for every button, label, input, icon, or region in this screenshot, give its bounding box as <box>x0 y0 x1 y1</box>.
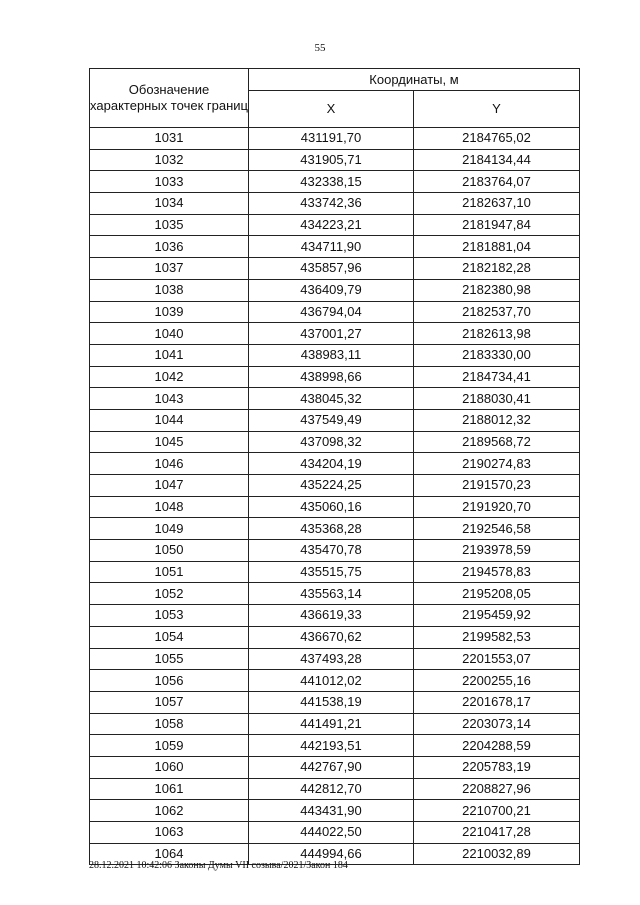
table-row <box>90 344 580 366</box>
table-row <box>90 149 580 171</box>
point-id-cell: 1043 <box>90 388 249 410</box>
coordinates-column-header: Координаты, м <box>249 69 580 91</box>
x-coordinate-cell: 431905,71 <box>249 149 414 171</box>
table-row <box>90 691 580 713</box>
x-coordinate-cell: 438998,66 <box>249 366 414 388</box>
table-row <box>90 236 580 258</box>
x-coordinate-cell: 435060,16 <box>249 496 414 518</box>
point-id-cell: 1057 <box>90 691 249 713</box>
point-id-cell: 1035 <box>90 214 249 236</box>
y-coordinate-cell: 2205783,19 <box>414 756 580 778</box>
table-row <box>90 475 580 497</box>
point-id-cell: 1036 <box>90 236 249 258</box>
point-id-cell: 1063 <box>90 822 249 844</box>
point-id-cell: 1034 <box>90 193 249 215</box>
point-id-cell: 1038 <box>90 279 249 301</box>
table-row <box>90 713 580 735</box>
point-id-cell: 1046 <box>90 453 249 475</box>
point-id-cell: 1044 <box>90 409 249 431</box>
table-row <box>90 735 580 757</box>
table-row <box>90 431 580 453</box>
x-coordinate-cell: 438045,32 <box>249 388 414 410</box>
x-coordinate-cell: 431191,70 <box>249 128 414 150</box>
point-id-cell: 1042 <box>90 366 249 388</box>
table-row <box>90 323 580 345</box>
x-coordinate-cell: 433742,36 <box>249 193 414 215</box>
x-coordinate-cell: 435368,28 <box>249 518 414 540</box>
table-row <box>90 756 580 778</box>
table-row <box>90 171 580 193</box>
x-coordinate-cell: 438983,11 <box>249 344 414 366</box>
point-id-cell: 1049 <box>90 518 249 540</box>
y-coordinate-cell: 2182182,28 <box>414 258 580 280</box>
y-coordinate-cell: 2191570,23 <box>414 475 580 497</box>
point-id-cell: 1039 <box>90 301 249 323</box>
y-coordinate-cell: 2201553,07 <box>414 648 580 670</box>
y-coordinate-cell: 2184134,44 <box>414 149 580 171</box>
x-coordinate-cell: 437493,28 <box>249 648 414 670</box>
y-coordinate-cell: 2183330,00 <box>414 344 580 366</box>
y-coordinate-cell: 2192546,58 <box>414 518 580 540</box>
x-coordinate-cell: 442812,70 <box>249 778 414 800</box>
y-coordinate-cell: 2193978,59 <box>414 540 580 562</box>
y-coordinate-cell: 2182380,98 <box>414 279 580 301</box>
point-id-cell: 1047 <box>90 475 249 497</box>
x-coordinate-cell: 434204,19 <box>249 453 414 475</box>
y-coordinate-cell: 2181881,04 <box>414 236 580 258</box>
table-row <box>90 626 580 648</box>
point-id-cell: 1041 <box>90 344 249 366</box>
x-coordinate-cell: 437098,32 <box>249 431 414 453</box>
point-id-cell: 1064 <box>90 843 249 865</box>
y-column-header: Y <box>414 91 580 128</box>
table-row <box>90 605 580 627</box>
y-coordinate-cell: 2195208,05 <box>414 583 580 605</box>
point-id-cell: 1055 <box>90 648 249 670</box>
x-coordinate-cell: 436670,62 <box>249 626 414 648</box>
y-coordinate-cell: 2199582,53 <box>414 626 580 648</box>
y-coordinate-cell: 2189568,72 <box>414 431 580 453</box>
point-id-cell: 1052 <box>90 583 249 605</box>
x-coordinate-cell: 435224,25 <box>249 475 414 497</box>
y-coordinate-cell: 2195459,92 <box>414 605 580 627</box>
x-coordinate-cell: 437549,49 <box>249 409 414 431</box>
x-coordinate-cell: 434223,21 <box>249 214 414 236</box>
point-id-cell: 1032 <box>90 149 249 171</box>
x-coordinate-cell: 432338,15 <box>249 171 414 193</box>
y-coordinate-cell: 2184765,02 <box>414 128 580 150</box>
x-coordinate-cell: 436619,33 <box>249 605 414 627</box>
x-coordinate-cell: 435563,14 <box>249 583 414 605</box>
table-row <box>90 822 580 844</box>
y-coordinate-cell: 2200255,16 <box>414 670 580 692</box>
point-id-cell: 1062 <box>90 800 249 822</box>
x-coordinate-cell: 442767,90 <box>249 756 414 778</box>
point-id-cell: 1048 <box>90 496 249 518</box>
x-coordinate-cell: 437001,27 <box>249 323 414 345</box>
table-row <box>90 366 580 388</box>
y-coordinate-cell: 2181947,84 <box>414 214 580 236</box>
y-coordinate-cell: 2210417,28 <box>414 822 580 844</box>
x-coordinate-cell: 444994,66 <box>249 843 414 865</box>
table-row <box>90 214 580 236</box>
y-coordinate-cell: 2194578,83 <box>414 561 580 583</box>
x-coordinate-cell: 443431,90 <box>249 800 414 822</box>
table-row <box>90 670 580 692</box>
x-coordinate-cell: 435857,96 <box>249 258 414 280</box>
x-coordinate-cell: 434711,90 <box>249 236 414 258</box>
point-id-cell: 1051 <box>90 561 249 583</box>
table-header <box>90 69 580 128</box>
x-coordinate-cell: 436409,79 <box>249 279 414 301</box>
document-footer: 28.12.2021 10:42:06 Законы Думы VII созыва/2021/Закон 184 <box>89 860 348 871</box>
point-id-cell: 1053 <box>90 605 249 627</box>
table-body <box>90 128 580 865</box>
y-coordinate-cell: 2204288,59 <box>414 735 580 757</box>
point-id-cell: 1031 <box>90 128 249 150</box>
table-row <box>90 128 580 150</box>
page-number: 55 <box>314 42 326 54</box>
table-row <box>90 583 580 605</box>
point-id-cell: 1060 <box>90 756 249 778</box>
table-row <box>90 561 580 583</box>
point-id-cell: 1045 <box>90 431 249 453</box>
x-coordinate-cell: 442193,51 <box>249 735 414 757</box>
point-id-cell: 1058 <box>90 713 249 735</box>
point-id-cell: 1033 <box>90 171 249 193</box>
x-coordinate-cell: 435470,78 <box>249 540 414 562</box>
table-row <box>90 540 580 562</box>
table-row <box>90 496 580 518</box>
x-coordinate-cell: 436794,04 <box>249 301 414 323</box>
x-coordinate-cell: 435515,75 <box>249 561 414 583</box>
x-column-header: X <box>249 91 414 128</box>
table-row <box>90 193 580 215</box>
point-id-cell: 1054 <box>90 626 249 648</box>
table-row <box>90 453 580 475</box>
y-coordinate-cell: 2203073,14 <box>414 713 580 735</box>
point-id-cell: 1059 <box>90 735 249 757</box>
y-coordinate-cell: 2210700,21 <box>414 800 580 822</box>
y-coordinate-cell: 2188030,41 <box>414 388 580 410</box>
x-coordinate-cell: 441012,02 <box>249 670 414 692</box>
y-coordinate-cell: 2191920,70 <box>414 496 580 518</box>
y-coordinate-cell: 2210032,89 <box>414 843 580 865</box>
y-coordinate-cell: 2188012,32 <box>414 409 580 431</box>
table-row <box>90 800 580 822</box>
y-coordinate-cell: 2208827,96 <box>414 778 580 800</box>
x-coordinate-cell: 444022,50 <box>249 822 414 844</box>
y-coordinate-cell: 2183764,07 <box>414 171 580 193</box>
y-coordinate-cell: 2184734,41 <box>414 366 580 388</box>
point-id-cell: 1037 <box>90 258 249 280</box>
table-row <box>90 518 580 540</box>
y-coordinate-cell: 2201678,17 <box>414 691 580 713</box>
table-row <box>90 388 580 410</box>
x-coordinate-cell: 441538,19 <box>249 691 414 713</box>
point-id-cell: 1061 <box>90 778 249 800</box>
coordinates-table <box>89 68 580 865</box>
table-row <box>90 258 580 280</box>
point-id-cell: 1040 <box>90 323 249 345</box>
table-row <box>90 778 580 800</box>
point-column-header: Обозначение характерных точек границ <box>90 69 249 128</box>
point-id-cell: 1056 <box>90 670 249 692</box>
y-coordinate-cell: 2190274,83 <box>414 453 580 475</box>
table-row <box>90 409 580 431</box>
table-row <box>90 301 580 323</box>
table-row <box>90 279 580 301</box>
y-coordinate-cell: 2182637,10 <box>414 193 580 215</box>
x-coordinate-cell: 441491,21 <box>249 713 414 735</box>
y-coordinate-cell: 2182537,70 <box>414 301 580 323</box>
y-coordinate-cell: 2182613,98 <box>414 323 580 345</box>
table-row <box>90 648 580 670</box>
point-id-cell: 1050 <box>90 540 249 562</box>
